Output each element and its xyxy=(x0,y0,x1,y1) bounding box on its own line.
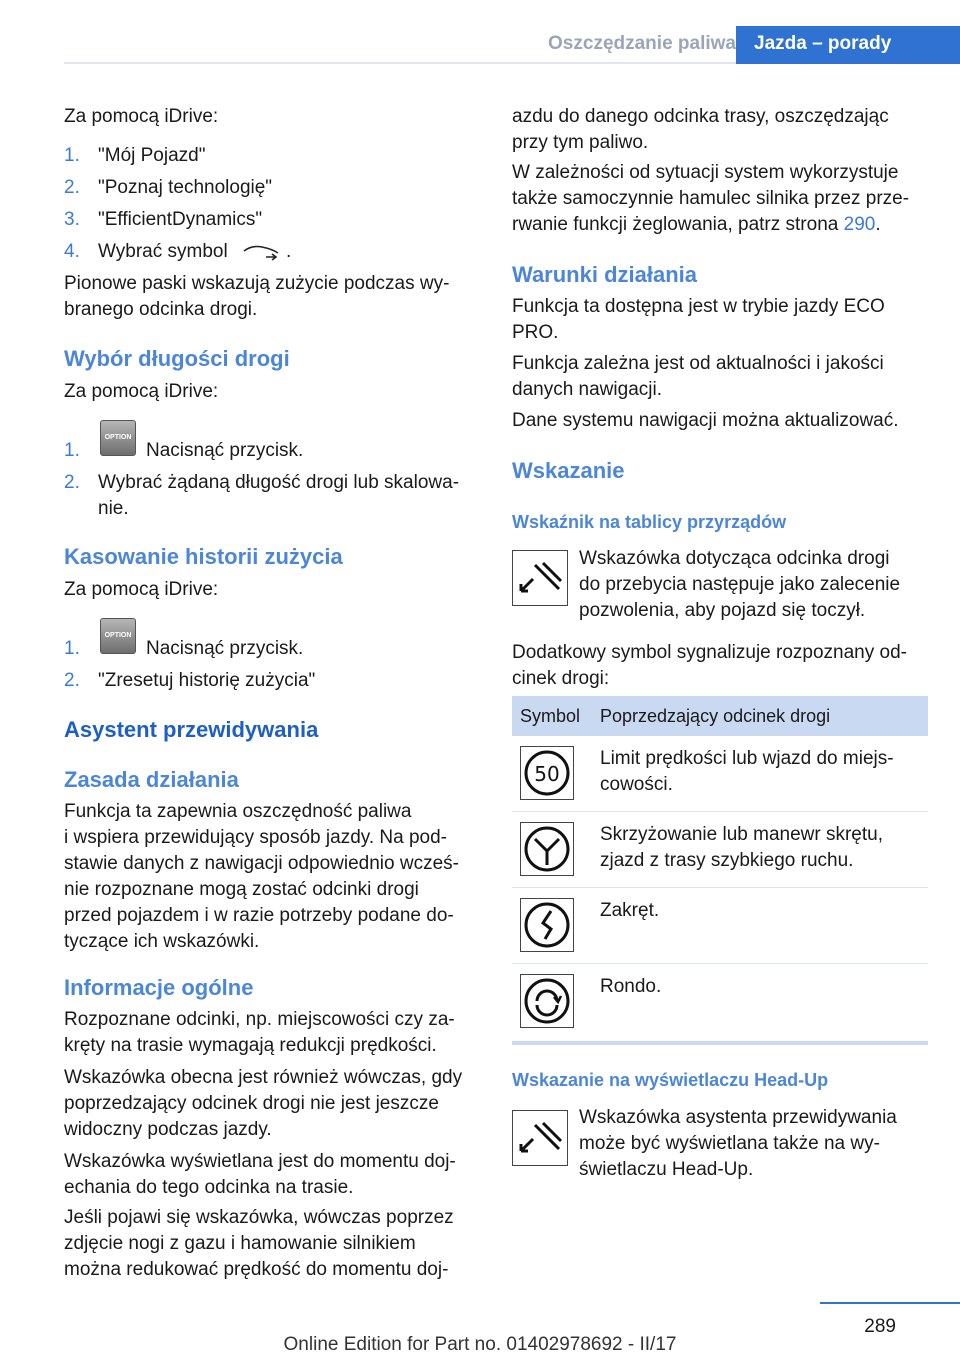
paragraph: Wskazówka wyświetlana jest do momentu doj- echania do tego odcinka na trasie. xyxy=(64,1151,456,1198)
table-cell-text: Rondo. xyxy=(600,976,662,997)
steps-list xyxy=(64,418,484,518)
step-end: . xyxy=(286,241,292,262)
step-text: nie. xyxy=(98,498,129,519)
step-number: 2. xyxy=(64,472,80,493)
paragraph: Pionowe paski wskazują zużycie podczas wy- branego odcinka drogi. xyxy=(64,273,450,320)
intro-text: Za pomocą iDrive: xyxy=(64,381,219,402)
paragraph: Funkcja ta dostępna jest w trybie jazdy ECO PRO. xyxy=(512,296,885,343)
curve-icon xyxy=(520,898,574,952)
table-bottom-rule xyxy=(512,1041,928,1045)
step-number: 2. xyxy=(64,670,80,691)
paragraph: Dane systemu nawigacji można aktualizować. xyxy=(512,410,899,431)
heading-display: Wskazanie xyxy=(512,458,625,483)
table-header-cell: Symbol xyxy=(520,706,581,726)
table-cell-text: Limit prędkości lub wjazd do miejs- cowości. xyxy=(600,748,894,795)
step-text: "Poznaj technologię" xyxy=(98,177,273,198)
roundabout-icon xyxy=(520,974,574,1028)
speed-limit-50-icon xyxy=(520,746,574,800)
coasting-hint-icon xyxy=(512,550,568,606)
intro-text: Za pomocą iDrive: xyxy=(64,106,219,127)
junction-icon xyxy=(520,822,574,876)
heading-conditions: Warunki działania xyxy=(512,262,698,287)
paragraph: Funkcja zależna jest od aktualności i jakości danych nawigacji. xyxy=(512,353,884,400)
header-tab: Jazda – porady xyxy=(736,26,960,64)
footer-line xyxy=(820,1302,960,1304)
page-link[interactable]: 290 xyxy=(843,214,876,235)
table-row xyxy=(512,964,928,1040)
table-header-cell: Poprzedzający odcinek drogi xyxy=(600,706,831,726)
table-row xyxy=(512,888,928,964)
cluster-text: Wskazówka dotycząca odcinka drogi do przebycia następuje jako zalecenie pozwolenia, aby pojazd się toczył. xyxy=(579,548,901,621)
step-number: 3. xyxy=(64,209,80,230)
paragraph: Rozpoznane odcinki, np. miejscowości czy za- kręty na trasie wymagają redukcji prędkości. xyxy=(64,1009,455,1056)
paragraph: Funkcja ta zapewnia oszczędność paliwa i wspiera przewidujący sposób jazdy. Na pod- stawie danych z nawigacji odpowiednio wcześ- nie rozpoznane mogą zostać odcinki drogi przed pojazdem i w razie potrzeby podane do- tyczące ich wskazówki. xyxy=(64,801,459,952)
step-text: Wybrać symbol xyxy=(98,241,228,262)
hud-coasting-hint-icon xyxy=(512,1110,568,1166)
header-section: Oszczędzanie paliwa xyxy=(548,33,736,54)
paragraph: Jeśli pojawi się wskazówka, wówczas poprzez zdjęcie nogi z gazu i hamowanie silnikiem można redukować prędkość do momentu doj- xyxy=(64,1207,454,1280)
steps-list xyxy=(64,616,484,696)
option-button-icon: OPTION xyxy=(100,618,136,654)
step-text: "Mój Pojazd" xyxy=(98,145,206,166)
paragraph: Wskazówka obecna jest również wówczas, gdy poprzedzający odcinek drogi nie jest jeszcze widoczny podczas jazdy. xyxy=(64,1067,463,1140)
heading-hud: Wskazanie na wyświetlaczu Head-Up xyxy=(512,1070,829,1090)
table-cell-text: Skrzyżowanie lub manewr skrętu, zjazd z trasy szybkiego ruchu. xyxy=(600,824,883,871)
intro-text: Za pomocą iDrive: xyxy=(64,579,219,600)
heading-principle: Zasada działania xyxy=(64,767,239,792)
paragraph: Dodatkowy symbol sygnalizuje rozpoznany od- cinek drogi: xyxy=(512,642,907,689)
table-row xyxy=(512,736,928,812)
step-number: 2. xyxy=(64,177,80,198)
heading-assistant: Asystent przewidywania xyxy=(64,717,319,742)
heading-general-info: Informacje ogólne xyxy=(64,975,254,1000)
option-button-icon: OPTION xyxy=(100,420,136,456)
steps-list xyxy=(64,143,484,262)
paragraph: azdu do danego odcinka trasy, oszczędzając przy tym paliwo. xyxy=(512,106,889,153)
step-number: 4. xyxy=(64,241,80,262)
table-header xyxy=(512,696,928,736)
step-text: Nacisnąć przycisk. xyxy=(146,440,304,461)
step-number: 1. xyxy=(64,638,80,659)
heading-reset-history: Kasowanie historii zużycia xyxy=(64,544,343,569)
paragraph: W zależności od sytuacji system wykorzystuje także samoczynnie hamulec silnika przez prze- rwanie funkcji żeglowania, patrz strona 290. xyxy=(512,162,910,235)
table-row xyxy=(512,812,928,888)
road-history-icon xyxy=(242,243,282,265)
heading-select-length: Wybór długości drogi xyxy=(64,346,290,371)
footer-edition: Online Edition for Part no. 01402978692 - II/17 xyxy=(283,1334,677,1355)
step-text: Nacisnąć przycisk. xyxy=(146,638,304,659)
heading-cluster: Wskaźnik na tablicy przyrządów xyxy=(512,512,787,532)
table-cell-text: Zakręt. xyxy=(600,900,660,921)
step-text: "EfficientDynamics" xyxy=(98,209,263,230)
step-number: 1. xyxy=(64,440,80,461)
step-text: "Zresetuj historię zużycia" xyxy=(98,670,316,691)
page-number: 289 xyxy=(864,1316,896,1337)
step-number: 1. xyxy=(64,145,80,166)
hud-text: Wskazówka asystenta przewidywania może być wyświetlana także na wy- świetlaczu Head-Up. xyxy=(579,1107,897,1180)
svg-text:50: 50 xyxy=(534,762,560,786)
step-text: Wybrać żądaną długość drogi lub skalowa- xyxy=(98,472,460,493)
